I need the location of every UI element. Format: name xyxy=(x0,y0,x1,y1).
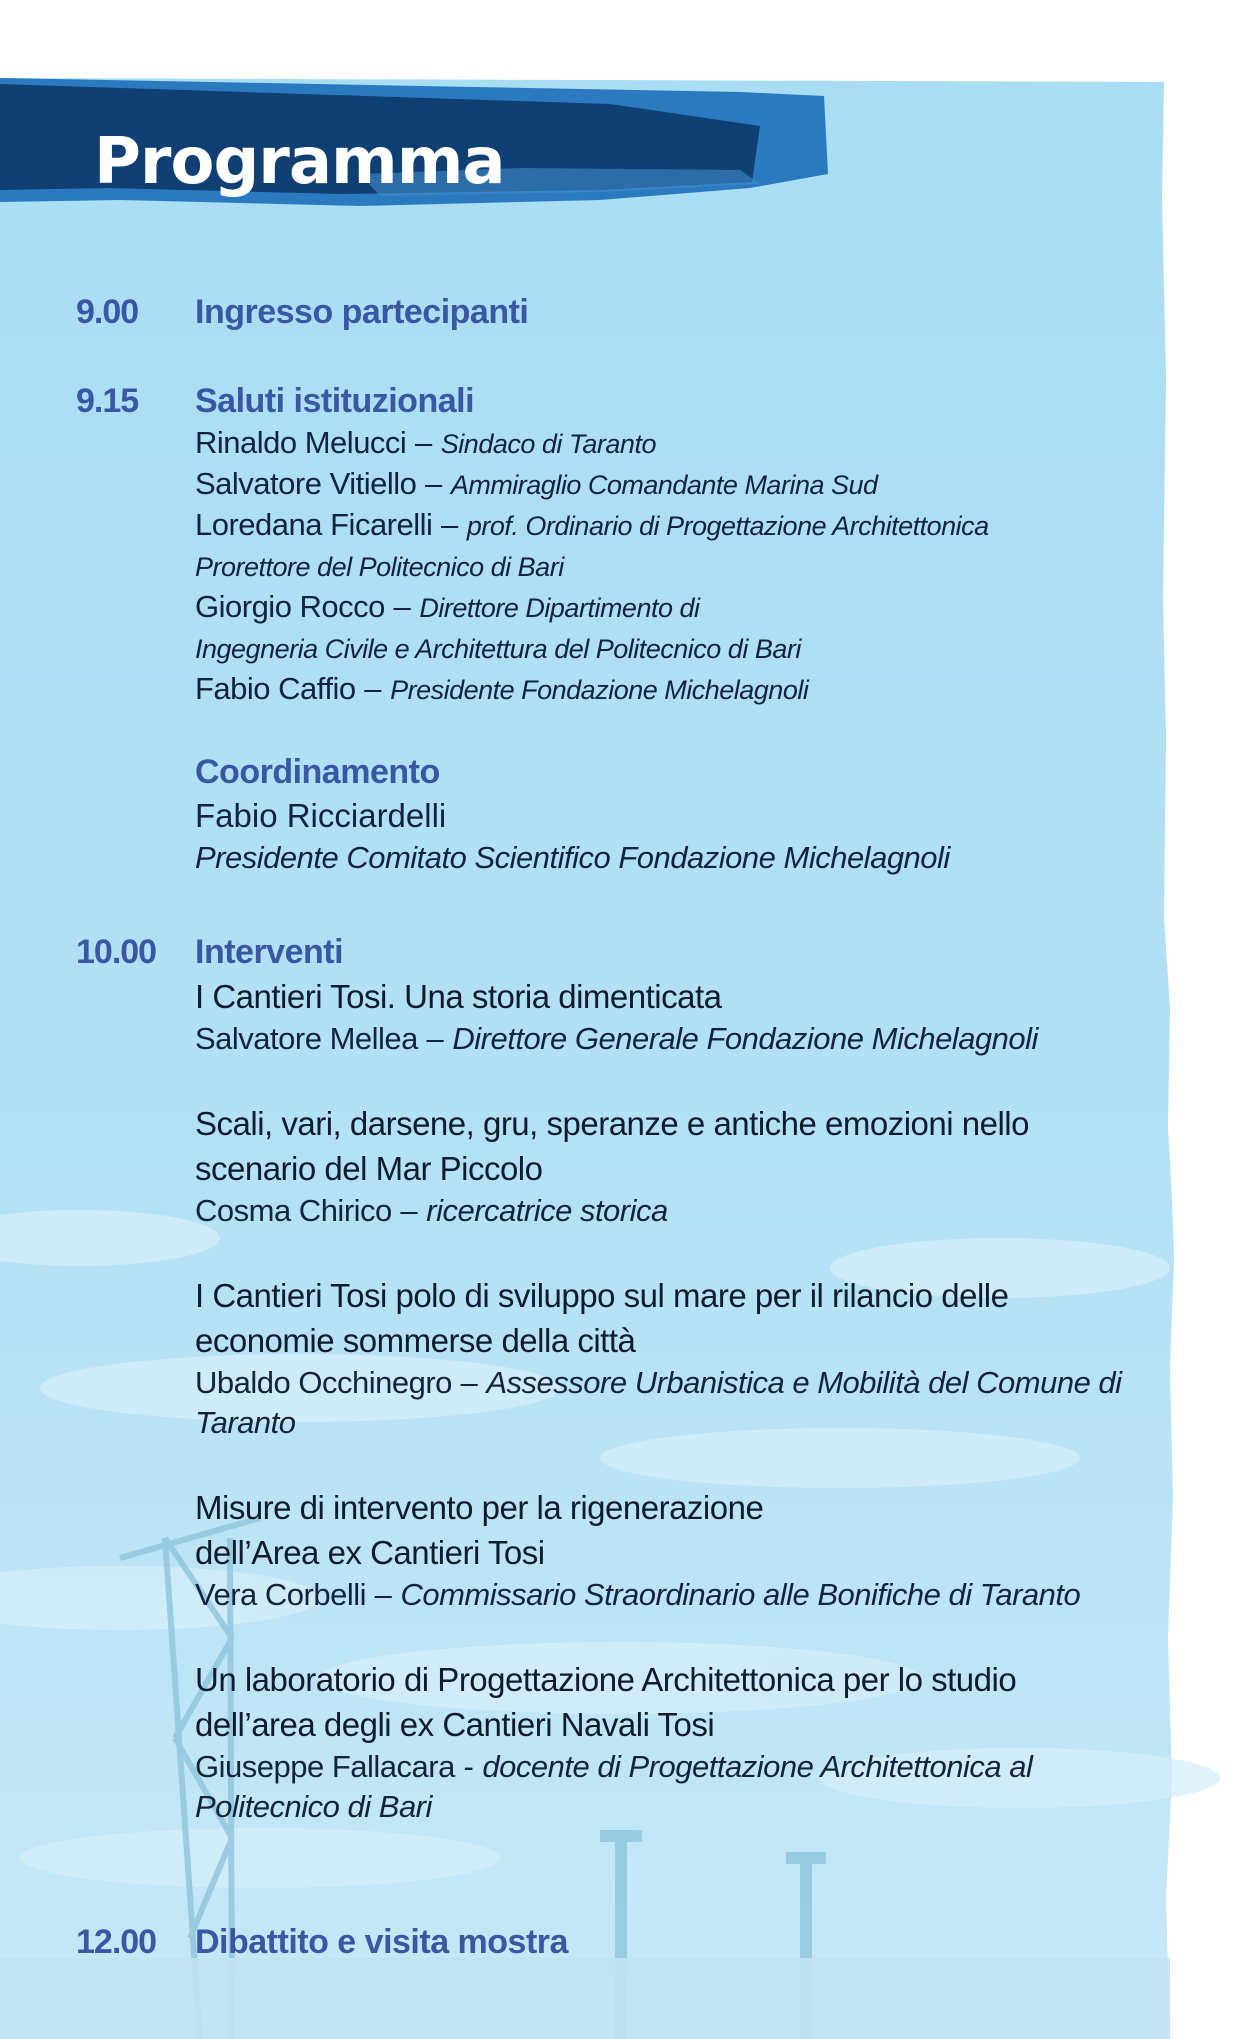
talk-item xyxy=(195,974,1125,1059)
talk-item xyxy=(195,1101,1125,1231)
talk-item xyxy=(195,1485,1125,1615)
talk-title: economie sommerse della città xyxy=(195,1322,636,1359)
talk-title: I Cantieri Tosi polo di sviluppo sul mare per il rilancio delle xyxy=(195,1277,1009,1314)
speaker-line: Giorgio Rocco – Direttore Dipartimento di xyxy=(195,589,700,624)
speaker-role: Presidente Fondazione Michelagnoli xyxy=(390,675,809,705)
speaker-line: Fabio Caffio – Presidente Fondazione Michelagnoli xyxy=(195,671,809,706)
talk-title: dell’Area ex Cantieri Tosi xyxy=(195,1534,545,1571)
speaker-line: Loredana Ficarelli – prof. Ordinario di Progettazione Architettonica xyxy=(195,507,989,542)
speaker-role: Direttore Dipartimento di xyxy=(419,593,700,623)
speaker-name: Salvatore Mellea xyxy=(195,1021,418,1056)
speaker-role-continued: Ingegneria Civile e Architettura del Politecnico di Bari xyxy=(195,634,801,664)
speaker-role: ricercatrice storica xyxy=(426,1193,668,1228)
speaker-name: Fabio Caffio xyxy=(195,671,356,706)
speaker-role: Direttore Generale Fondazione Michelagnoli xyxy=(452,1021,1038,1056)
talk-title: Un laboratorio di Progettazione Architettonica per lo studio xyxy=(195,1661,1017,1698)
talk-title: scenario del Mar Piccolo xyxy=(195,1150,543,1187)
speaker-role-continued: Politecnico di Bari xyxy=(195,1789,432,1824)
talk-item xyxy=(195,1657,1125,1827)
session-time: 9.00 xyxy=(76,293,139,331)
speaker-name: Loredana Ficarelli xyxy=(195,507,433,542)
speaker-name: Ubaldo Occhinegro xyxy=(195,1365,452,1400)
page-title: Programma xyxy=(94,125,505,199)
talk-speaker: Salvatore Mellea – Direttore Generale Fondazione Michelagnoli xyxy=(195,1021,1038,1056)
talk-title: I Cantieri Tosi. Una storia dimenticata xyxy=(195,978,722,1015)
session-heading: Dibattito e visita mostra xyxy=(195,1923,568,1961)
session-time: 9.15 xyxy=(76,382,139,420)
speaker-name: Giuseppe Fallacara xyxy=(195,1749,455,1784)
speaker-role: Ammiraglio Comandante Marina Sud xyxy=(450,470,878,500)
speaker-name: Vera Corbelli xyxy=(195,1577,366,1612)
speaker-name: Giorgio Rocco xyxy=(195,589,385,624)
speaker-name: Rinaldo Melucci xyxy=(195,425,407,460)
session-heading: Interventi xyxy=(195,933,344,971)
session-time: 10.00 xyxy=(76,933,157,971)
speaker-line: Salvatore Vitiello – Ammiraglio Comandante Marina Sud xyxy=(195,466,878,501)
coordinator-role-line xyxy=(195,838,1125,878)
talk-speaker: Vera Corbelli – Commissario Straordinario alle Bonifiche di Taranto xyxy=(195,1577,1081,1612)
speaker-role: Sindaco di Taranto xyxy=(440,429,656,459)
speaker-role-continued: Taranto xyxy=(195,1405,296,1440)
speaker-role-continued: Prorettore del Politecnico di Bari xyxy=(195,552,564,582)
speaker-role: prof. Ordinario di Progettazione Architettonica xyxy=(466,511,989,541)
session-heading: Saluti istituzionali xyxy=(195,382,475,420)
speaker-role: Commissario Straordinario alle Bonifiche di Taranto xyxy=(400,1577,1081,1612)
talk-speaker: Cosma Chirico – ricercatrice storica xyxy=(195,1193,668,1228)
speaker-line: Rinaldo Melucci – Sindaco di Taranto xyxy=(195,425,656,460)
session-heading: Coordinamento xyxy=(195,753,440,791)
talk-speaker: Ubaldo Occhinegro – Assessore Urbanistica e Mobilità del Comune di xyxy=(195,1365,1122,1400)
talk-speaker: Giuseppe Fallacara - docente di Progettazione Architettonica al xyxy=(195,1749,1033,1784)
coordinator-name: Fabio Ricciardelli xyxy=(195,797,447,834)
talk-title: dell’area degli ex Cantieri Navali Tosi xyxy=(195,1706,715,1743)
talk-title: Misure di intervento per la rigenerazione xyxy=(195,1489,764,1526)
coordinator-role: Presidente Comitato Scientifico Fondazione Michelagnoli xyxy=(195,840,950,875)
speaker-name: Cosma Chirico xyxy=(195,1193,392,1228)
speaker-role: Assessore Urbanistica e Mobilità del Comune di xyxy=(486,1365,1122,1400)
talk-title: Scali, vari, darsene, gru, speranze e antiche emozioni nello xyxy=(195,1105,1029,1142)
session-heading: Ingresso partecipanti xyxy=(195,293,529,331)
talk-item xyxy=(195,1273,1125,1443)
speaker-role: docente di Progettazione Architettonica al xyxy=(482,1749,1033,1784)
speaker-name: Salvatore Vitiello xyxy=(195,466,417,501)
session-time: 12.00 xyxy=(76,1923,157,1961)
